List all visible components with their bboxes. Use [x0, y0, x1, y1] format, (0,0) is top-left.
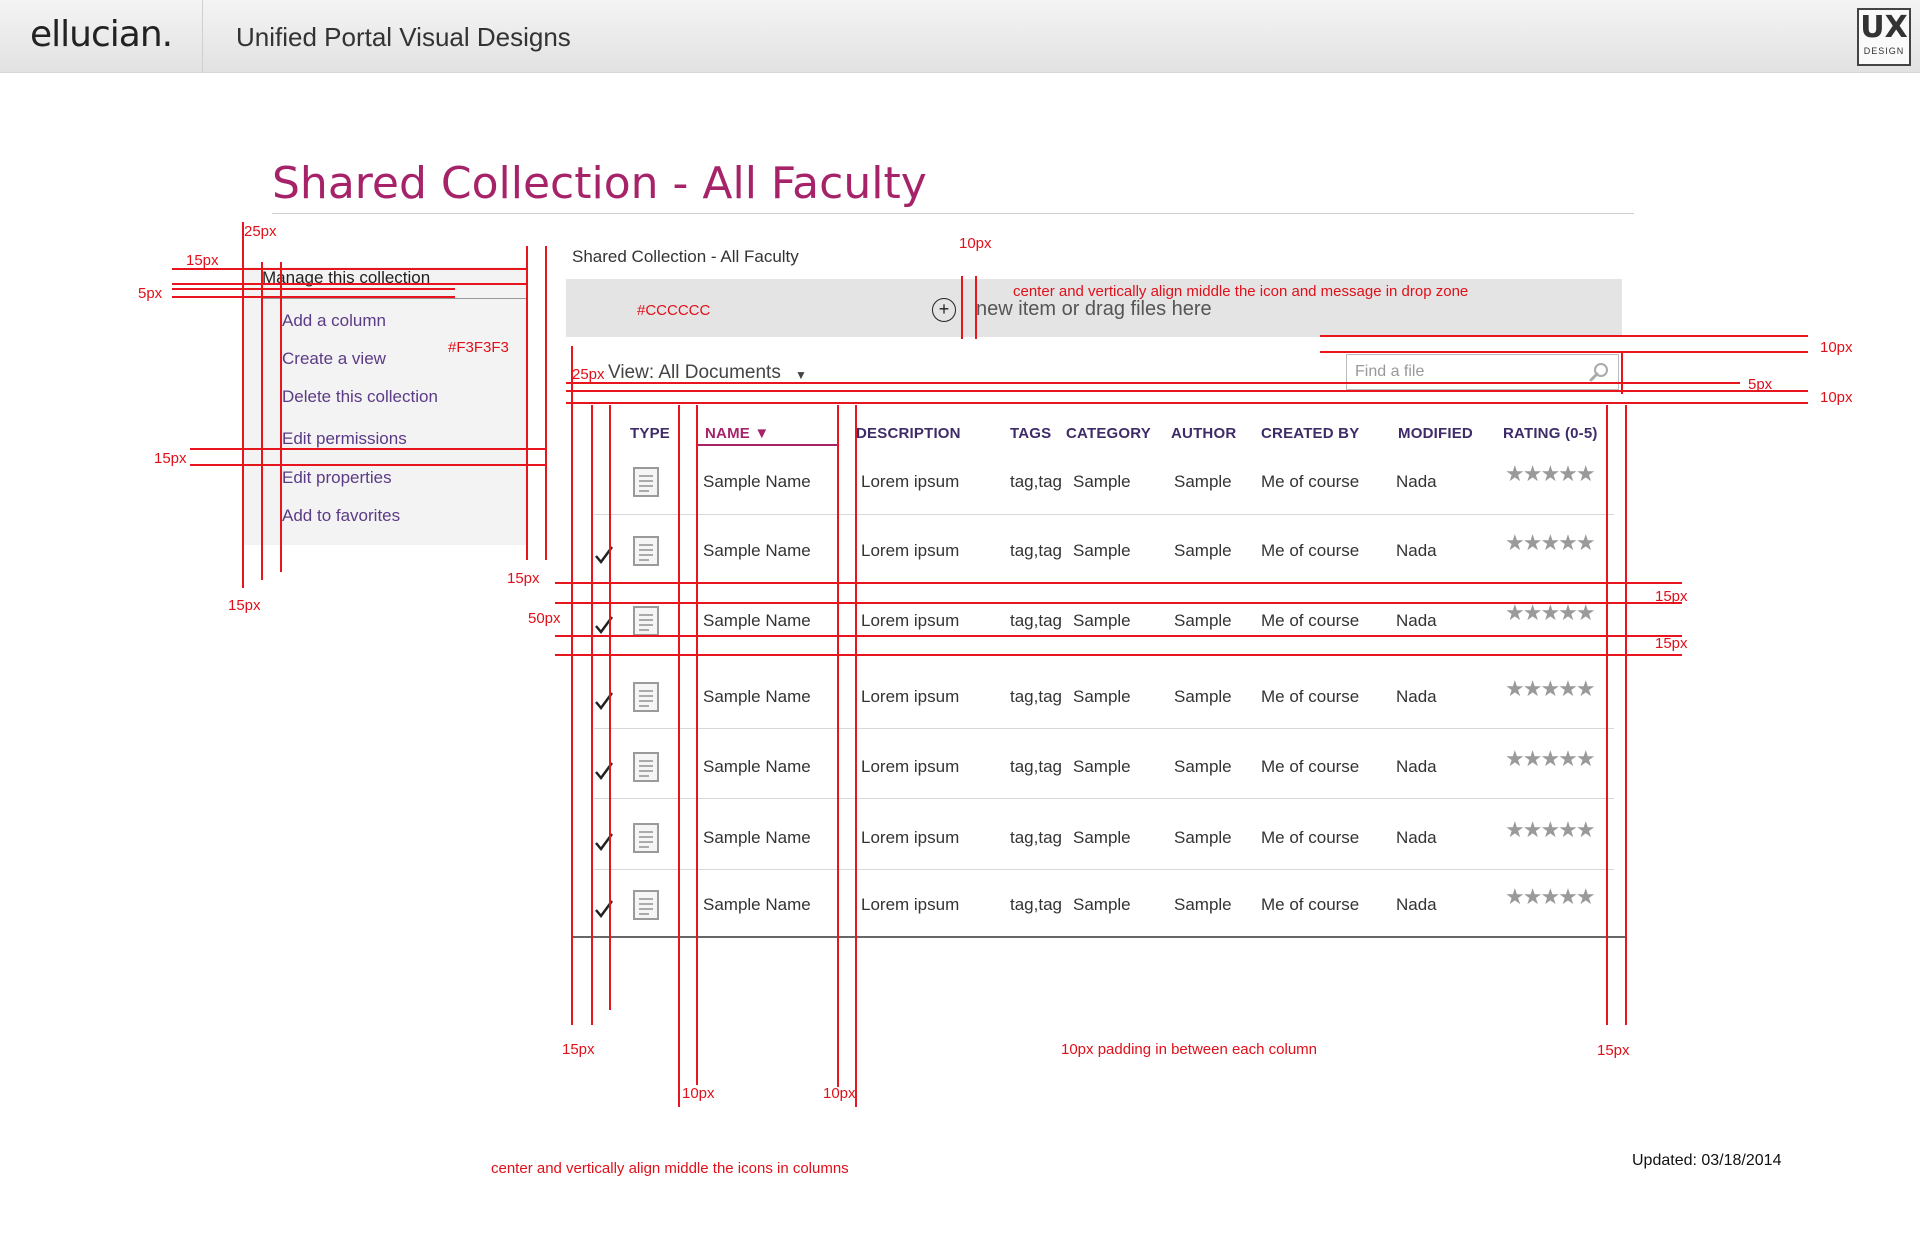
sidebar-item-delete-collection[interactable]: Delete this collection: [282, 387, 438, 406]
cell-modified: Nada: [1396, 541, 1437, 560]
row-divider: [594, 798, 1614, 799]
cell-tags: tag,tag: [1010, 472, 1062, 491]
cell-created-by: Me of course: [1261, 687, 1360, 706]
check-icon[interactable]: [594, 761, 614, 781]
search-input[interactable]: [1355, 361, 1575, 383]
annotation-10px-top: 10px: [959, 235, 992, 252]
row-divider: [594, 583, 1614, 584]
app-header: [0, 0, 1920, 73]
cell-description: Lorem ipsum: [861, 541, 960, 560]
sidebar-item-edit-permissions[interactable]: Edit permissions: [282, 429, 407, 448]
check-icon[interactable]: [594, 545, 614, 565]
cell-tags: tag,tag: [1010, 611, 1062, 630]
row-divider: [594, 728, 1614, 729]
ux-design-badge: [1857, 8, 1911, 66]
row-divider: [594, 514, 1614, 515]
cell-author: Sample: [1174, 687, 1232, 706]
document-icon[interactable]: [633, 823, 659, 853]
cell-created-by: Me of course: [1261, 757, 1360, 776]
cell-name[interactable]: Sample Name: [703, 895, 811, 914]
document-icon[interactable]: [633, 606, 659, 636]
cell-category: Sample: [1073, 828, 1131, 847]
updated-date: Updated: 03/18/2014: [1632, 1152, 1782, 1169]
column-header-modified[interactable]: MODIFIED: [1398, 425, 1473, 442]
header-divider: [202, 0, 203, 72]
annotation-5px: 5px: [138, 285, 163, 302]
sidebar-divider: [262, 298, 528, 299]
annotation-15px-bottom-right: 15px: [1597, 1042, 1630, 1059]
cell-author: Sample: [1174, 828, 1232, 847]
page-title: Shared Collection - All Faculty: [272, 158, 927, 209]
annotation-10px-right-2: 10px: [1820, 389, 1853, 406]
cell-category: Sample: [1073, 541, 1131, 560]
sidebar-heading: Manage this collection: [262, 268, 431, 287]
check-icon[interactable]: [594, 832, 614, 852]
cell-description: Lorem ipsum: [861, 687, 960, 706]
annotation-15px-permissions: 15px: [154, 450, 187, 467]
annotation-10px-bottom-1: 10px: [682, 1085, 715, 1102]
badge-main-text: UX: [1860, 10, 1908, 45]
sidebar-item-create-view[interactable]: Create a view: [282, 349, 386, 368]
cell-author: Sample: [1174, 611, 1232, 630]
title-divider: [272, 213, 1634, 214]
cell-created-by: Me of course: [1261, 611, 1360, 630]
annotation-25px-view: 25px: [572, 366, 605, 383]
chevron-down-icon[interactable]: ▼: [795, 368, 807, 382]
cell-created-by: Me of course: [1261, 828, 1360, 847]
search-icon[interactable]: [1588, 361, 1610, 383]
cell-tags: tag,tag: [1010, 828, 1062, 847]
cell-category: Sample: [1073, 895, 1131, 914]
sidebar-item-add-column[interactable]: Add a column: [282, 311, 386, 330]
cell-category: Sample: [1073, 611, 1131, 630]
annotation-sidebar-color: #F3F3F3: [448, 339, 509, 356]
annotation-15px-bottom-left: 15px: [562, 1041, 595, 1058]
column-header-author[interactable]: AUTHOR: [1171, 425, 1237, 442]
annotation-icons-center: center and vertically align middle the icons in columns: [491, 1160, 849, 1177]
view-selector[interactable]: View: All Documents: [608, 362, 781, 383]
cell-created-by: Me of course: [1261, 472, 1360, 491]
column-header-description[interactable]: DESCRIPTION: [856, 425, 961, 442]
name-sort-underline: [698, 444, 838, 446]
table-top-border: [572, 402, 1626, 403]
cell-tags: tag,tag: [1010, 895, 1062, 914]
plus-circle-icon[interactable]: +: [932, 298, 956, 322]
cell-author: Sample: [1174, 541, 1232, 560]
column-header-name[interactable]: NAME ▼: [705, 425, 770, 442]
document-icon[interactable]: [633, 467, 659, 497]
cell-description: Lorem ipsum: [861, 895, 960, 914]
table-bottom-border: [572, 936, 1626, 938]
rating-stars[interactable]: ★★★★★: [1505, 884, 1594, 909]
cell-description: Lorem ipsum: [861, 757, 960, 776]
cell-created-by: Me of course: [1261, 895, 1360, 914]
column-header-tags[interactable]: TAGS: [1010, 425, 1052, 442]
document-icon[interactable]: [633, 890, 659, 920]
cell-modified: Nada: [1396, 828, 1437, 847]
cell-name[interactable]: Sample Name: [703, 687, 811, 706]
column-header-rating[interactable]: RATING (0-5): [1503, 425, 1598, 442]
annotation-15px-below-sidebar: 15px: [228, 597, 261, 614]
header-title: Unified Portal Visual Designs: [236, 22, 571, 52]
column-header-category[interactable]: CATEGORY: [1066, 425, 1151, 442]
sidebar-item-edit-properties[interactable]: Edit properties: [282, 468, 392, 487]
cell-author: Sample: [1174, 757, 1232, 776]
annotation-15px-sidebar-bottom: 15px: [507, 570, 540, 587]
cell-modified: Nada: [1396, 757, 1437, 776]
annotation-15px-left: 15px: [186, 252, 219, 269]
check-icon[interactable]: [594, 899, 614, 919]
annotation-15px-row-1: 15px: [1655, 588, 1688, 605]
cell-created-by: Me of course: [1261, 541, 1360, 560]
rating-stars[interactable]: ★★★★★: [1505, 530, 1594, 555]
cell-category: Sample: [1073, 757, 1131, 776]
cell-author: Sample: [1174, 895, 1232, 914]
annotation-10px-bottom-2: 10px: [823, 1085, 856, 1102]
annotation-25px-top: 25px: [244, 223, 277, 240]
cell-name[interactable]: Sample Name: [703, 611, 811, 630]
cell-name[interactable]: Sample Name: [703, 828, 811, 847]
column-header-type[interactable]: TYPE: [630, 425, 670, 442]
ellucian-logo: ellucian.: [30, 14, 173, 55]
cell-modified: Nada: [1396, 472, 1437, 491]
column-header-created-by[interactable]: CREATED BY: [1261, 425, 1360, 442]
drop-zone-message: new item or drag files here: [976, 298, 1212, 320]
document-icon[interactable]: [633, 682, 659, 712]
check-icon[interactable]: [594, 691, 614, 711]
badge-sub-text: DESIGN: [1863, 46, 1905, 56]
cell-tags: tag,tag: [1010, 541, 1062, 560]
rating-stars[interactable]: ★★★★★: [1505, 461, 1594, 486]
cell-name[interactable]: Sample Name: [703, 541, 811, 560]
cell-description: Lorem ipsum: [861, 472, 960, 491]
rating-stars[interactable]: ★★★★★: [1505, 676, 1594, 701]
document-icon[interactable]: [633, 536, 659, 566]
cell-description: Lorem ipsum: [861, 611, 960, 630]
annotation-5px-right: 5px: [1748, 376, 1773, 393]
annotation-dropzone-color: #CCCCCC: [637, 302, 711, 319]
annotation-drop-zone-center: center and vertically align middle the icon and message in drop zone: [1013, 283, 1469, 300]
cell-author: Sample: [1174, 472, 1232, 491]
cell-name[interactable]: Sample Name: [703, 472, 811, 491]
search-box: [1346, 354, 1619, 390]
cell-tags: tag,tag: [1010, 687, 1062, 706]
cell-description: Lorem ipsum: [861, 828, 960, 847]
row-divider: [594, 655, 1614, 656]
row-divider: [594, 869, 1614, 870]
cell-category: Sample: [1073, 687, 1131, 706]
check-icon[interactable]: [594, 615, 614, 635]
cell-modified: Nada: [1396, 687, 1437, 706]
document-icon[interactable]: [633, 752, 659, 782]
cell-tags: tag,tag: [1010, 757, 1062, 776]
rating-stars[interactable]: ★★★★★: [1505, 600, 1594, 625]
rating-stars[interactable]: ★★★★★: [1505, 817, 1594, 842]
rating-stars[interactable]: ★★★★★: [1505, 746, 1594, 771]
cell-modified: Nada: [1396, 895, 1437, 914]
annotation-15px-row-2: 15px: [1655, 635, 1688, 652]
annotation-10px-right-1: 10px: [1820, 339, 1853, 356]
annotation-column-padding: 10px padding in between each column: [1061, 1041, 1318, 1058]
annotation-50px-row: 50px: [528, 610, 561, 627]
cell-name[interactable]: Sample Name: [703, 757, 811, 776]
cell-modified: Nada: [1396, 611, 1437, 630]
cell-category: Sample: [1073, 472, 1131, 491]
breadcrumb[interactable]: Shared Collection - All Faculty: [572, 247, 799, 266]
sidebar-item-add-to-favorites[interactable]: Add to favorites: [282, 506, 401, 525]
